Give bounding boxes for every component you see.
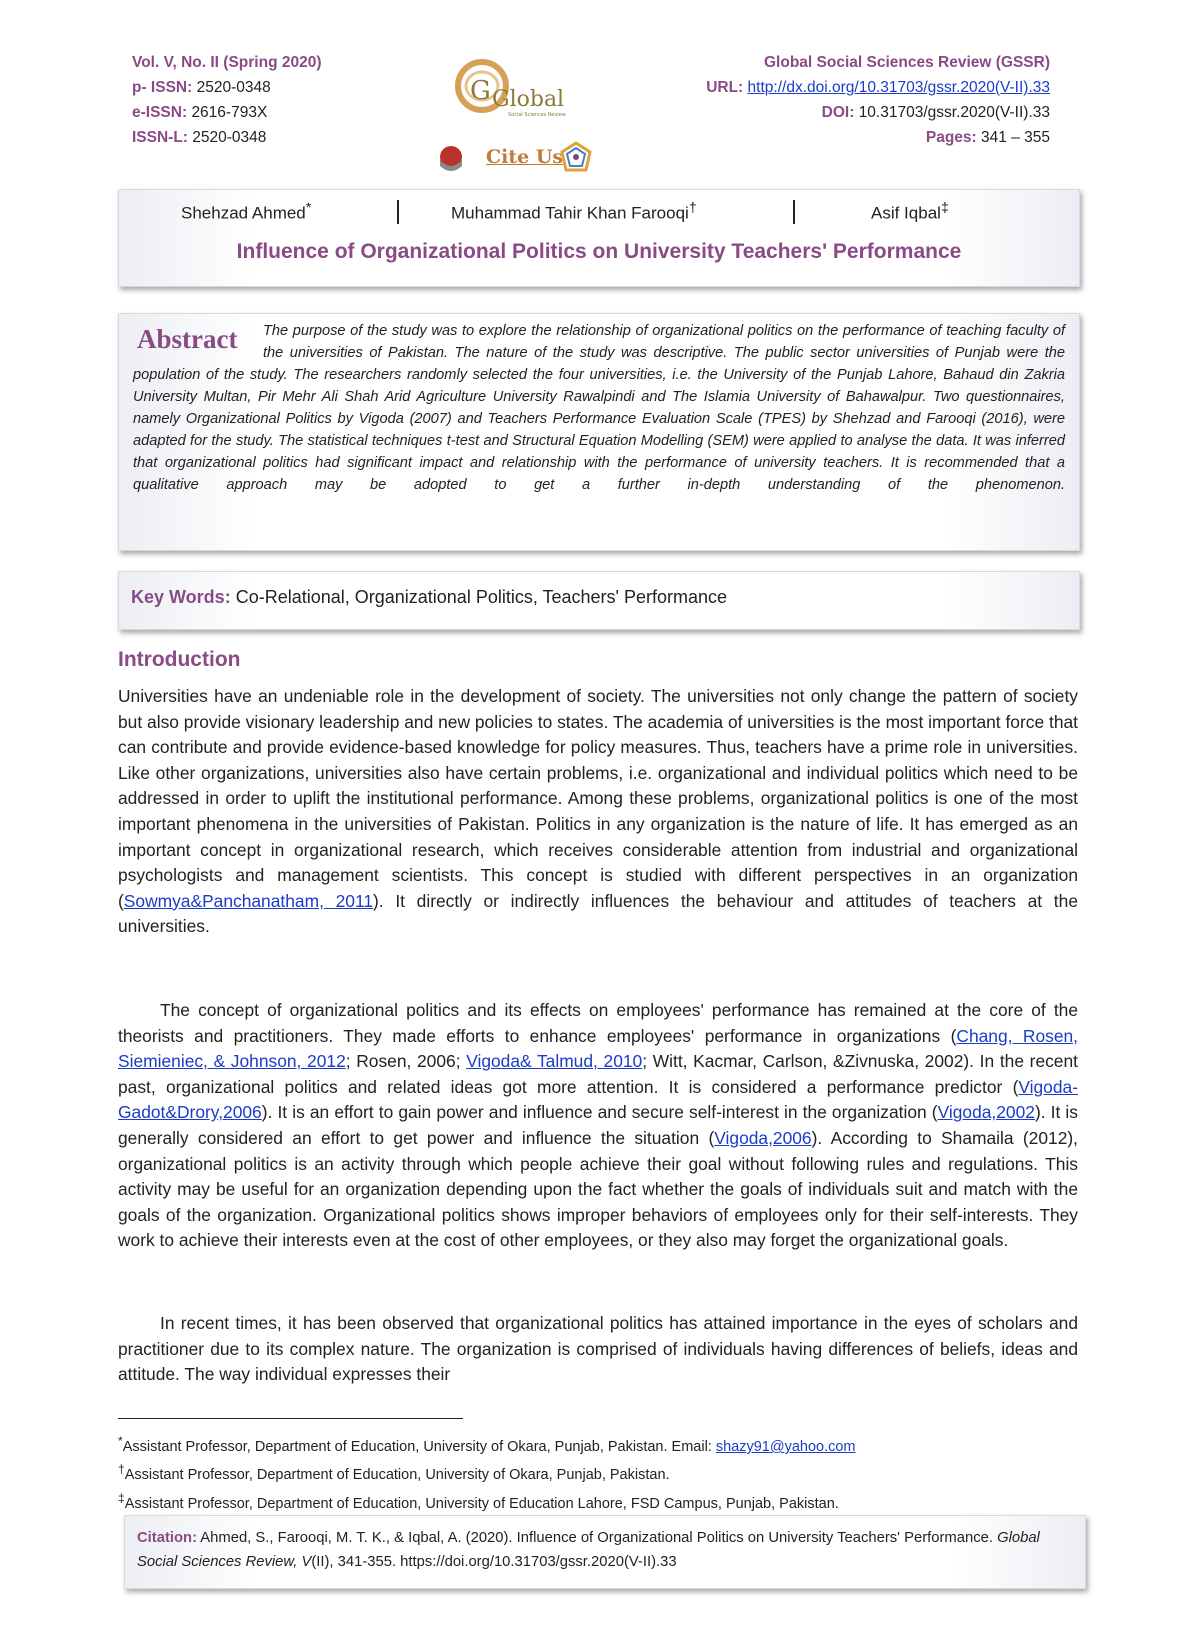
author-email-link[interactable]: shazy91@yahoo.com — [715, 1438, 856, 1455]
author-3: Asif Iqbal‡ — [871, 200, 949, 223]
volume-info: Vol. V, No. II (Spring 2020) — [132, 54, 322, 71]
issnl-value: 2520-0348 — [192, 129, 267, 146]
svg-text:G: G — [470, 76, 491, 106]
paper-title: Influence of Organizational Politics on University Teachers' Performance — [236, 240, 962, 263]
journal-doi-info — [706, 50, 1050, 150]
reference-link[interactable]: Sowmya&Panchanatham, 2011 — [123, 890, 373, 911]
author-separator — [397, 200, 399, 224]
reference-link[interactable]: Vigoda,2006 — [714, 1127, 812, 1148]
keywords — [131, 587, 727, 608]
introduction-heading: Introduction — [118, 648, 241, 671]
citation-network-icon — [558, 140, 594, 176]
cite-us-text[interactable]: Cite Us — [486, 146, 564, 168]
footnote-divider — [118, 1418, 463, 1419]
author-2: Muhammad Tahir Khan Farooqi† — [451, 200, 697, 223]
pages-value: 341 – 355 — [981, 129, 1050, 146]
issnl-label: ISSN-L: — [132, 129, 188, 146]
abstract-box — [118, 313, 1080, 551]
svg-text:Global: Global — [492, 87, 565, 112]
authors-title-box — [118, 189, 1080, 287]
doi-label: DOI: — [821, 104, 855, 121]
author-list — [119, 200, 1079, 226]
reference-link[interactable]: Vigoda-Gadot&Drory,2006 — [118, 1076, 1078, 1123]
doi-value: 10.31703/gssr.2020(V-II).33 — [858, 104, 1050, 121]
pages-label: Pages: — [925, 129, 977, 146]
cite-us-link[interactable] — [434, 138, 624, 178]
global-logo-icon — [448, 54, 588, 118]
url-label: URL: — [706, 79, 744, 96]
footnote-2: †Assistant Professor, Department of Education, University of Okara, Punjab, Pakistan. — [118, 1462, 670, 1484]
footnotes — [118, 1430, 856, 1515]
citation-box — [124, 1515, 1086, 1589]
journal-issue-info — [132, 50, 322, 150]
reference-link[interactable]: Chang, Rosen, Siemieniec, & Johnson, 2012 — [118, 1025, 1079, 1072]
introduction-paragraph-3: In recent times, it has been observed that organizational politics has attained importance in the eyes of scholars and practitioner due to its complex nature. The organization is comprised of individuals having differences of beliefs, ideas and attitude. The way individual expresses their — [118, 1313, 1078, 1385]
journal-name: Global Social Sciences Review (GSSR) — [764, 54, 1050, 71]
footnote-3: ‡Assistant Professor, Department of Education, University of Education Lahore, FSD Campus, Punjab, Pakistan. — [118, 1490, 839, 1512]
citation-text: Citation: Ahmed, S., Farooqi, M. T. K., & Iqbal, A. (2020). Influence of Organizational Politics on University Teachers' Performance. Global Social Sciences Review, V(II), 341-355. https://doi.org/10.31703/gssr.2020(V-II).33 — [137, 1530, 1040, 1570]
abstract-text: The purpose of the study was to explore the relationship of organizational politics on the performance of teaching faculty of the universities of Pakistan. The nature of the study was descriptive. The public sector universities of Punjab were the population of the study. The researchers randomly selected the four universities, i.e. the University of the Punjab Lahore, Bahaud din Zakria University Multan, Pir Mehr Ali Shah Arid Agriculture University Rawalpindi and The Islamia University of Bahawalpur. Two questionnaires, namely Organizational Politics by Vigoda (2007) and Teachers Performance Evaluation Scale (TPES) by Shehzad and Farooqi (2016), were adapted for the study. The statistical techniques t-test and Structural Equation Modelling (SEM) were applied to analyse the data. It was inferred that organizational politics had significant impact and relationship with the performance of university teachers. It is recommended that a qualitative approach may be adopted to get a further in-depth understanding of the phenomenon. — [133, 323, 1065, 493]
svg-text:Social Sciences Review: Social Sciences Review — [508, 112, 566, 118]
citation-label: Citation: — [137, 1530, 197, 1546]
crossref-icon — [434, 142, 468, 176]
doi-url-link[interactable]: http://dx.doi.org/10.31703/gssr.2020(V-II).33 — [747, 79, 1050, 96]
abstract-heading: Abstract — [137, 324, 238, 354]
author-1: Shehzad Ahmed* — [181, 200, 312, 223]
reference-link[interactable]: Vigoda& Talmud, 2010 — [466, 1051, 643, 1072]
keywords-label: Key Words: — [131, 587, 231, 607]
introduction-paragraph-2: The concept of organizational politics and its effects on employees' performance has remained at the core of the theorists and practitioners. They made efforts to enhance employees' performance in organizations (Chang, Rosen, Siemieniec, & Johnson, 2012; Rosen, 2006; Vigoda& Talmud, 2010; Witt, Kacmar, Carlson, &Zivnuska, 2002). In the recent past, organizational politics and related ideas got more attention. It is considered a performance predictor (Vigoda-Gadot&Drory,2006). It is an effort to gain power and influence and secure self-interest in the organization (Vigoda,2002). It is generally considered an effort to get power and influence the situation (Vigoda,2006). According to Shamaila (2012), organizational politics is an activity through which people achieve their goal without following rules and regulations. This activity may be useful for an organization depending upon the fact whether the goals of individuals suit and match with the goals of the organization. Organizational politics shows improper behaviors of employees only for their self-interests. They work to achieve their interests even at the cost of other employees, or they also may forget the organizational goals. — [118, 1000, 1079, 1251]
journal-logo — [448, 54, 588, 118]
introduction-paragraph-1: Universities have an undeniable role in the development of society. The universities not only change the pattern of society but also provide visionary leadership and new policies to states. The academia of universities is the most important force that can contribute and provide evidence-based knowledge for policy measures. Thus, teachers have a prime role in universities. Like other organizations, universities also have certain problems, i.e. organizational and individual politics which need to be addressed in order to uplift the institutional performance. Among these problems, organizational politics is one of the most important phenomena in the universities of Pakistan. Politics in any organization is the nature of life. It has emerged as an important concept in organizational research, which receives considerable attention from industrial and organizational psychologists and management scientists. This concept is studied with different perspectives in an organization (Sowmya&Panchanatham, 2011). It directly or indirectly influences the behaviour and attitudes of teachers at the universities. — [118, 686, 1078, 937]
reference-link[interactable]: Vigoda,2002 — [937, 1102, 1035, 1123]
author-separator — [793, 200, 795, 224]
pissn-label: p- ISSN: — [132, 79, 193, 96]
keywords-value: Co-Relational, Organizational Politics, Teachers' Performance — [230, 587, 728, 607]
pissn-value: 2520-0348 — [196, 79, 271, 96]
keywords-box — [118, 571, 1080, 630]
footnote-1: *Assistant Professor, Department of Education, University of Okara, Punjab, Pakistan. Email: shazy91@yahoo.com — [118, 1434, 856, 1455]
eissn-value: 2616-793X — [191, 104, 268, 121]
eissn-label: e-ISSN: — [132, 104, 188, 121]
